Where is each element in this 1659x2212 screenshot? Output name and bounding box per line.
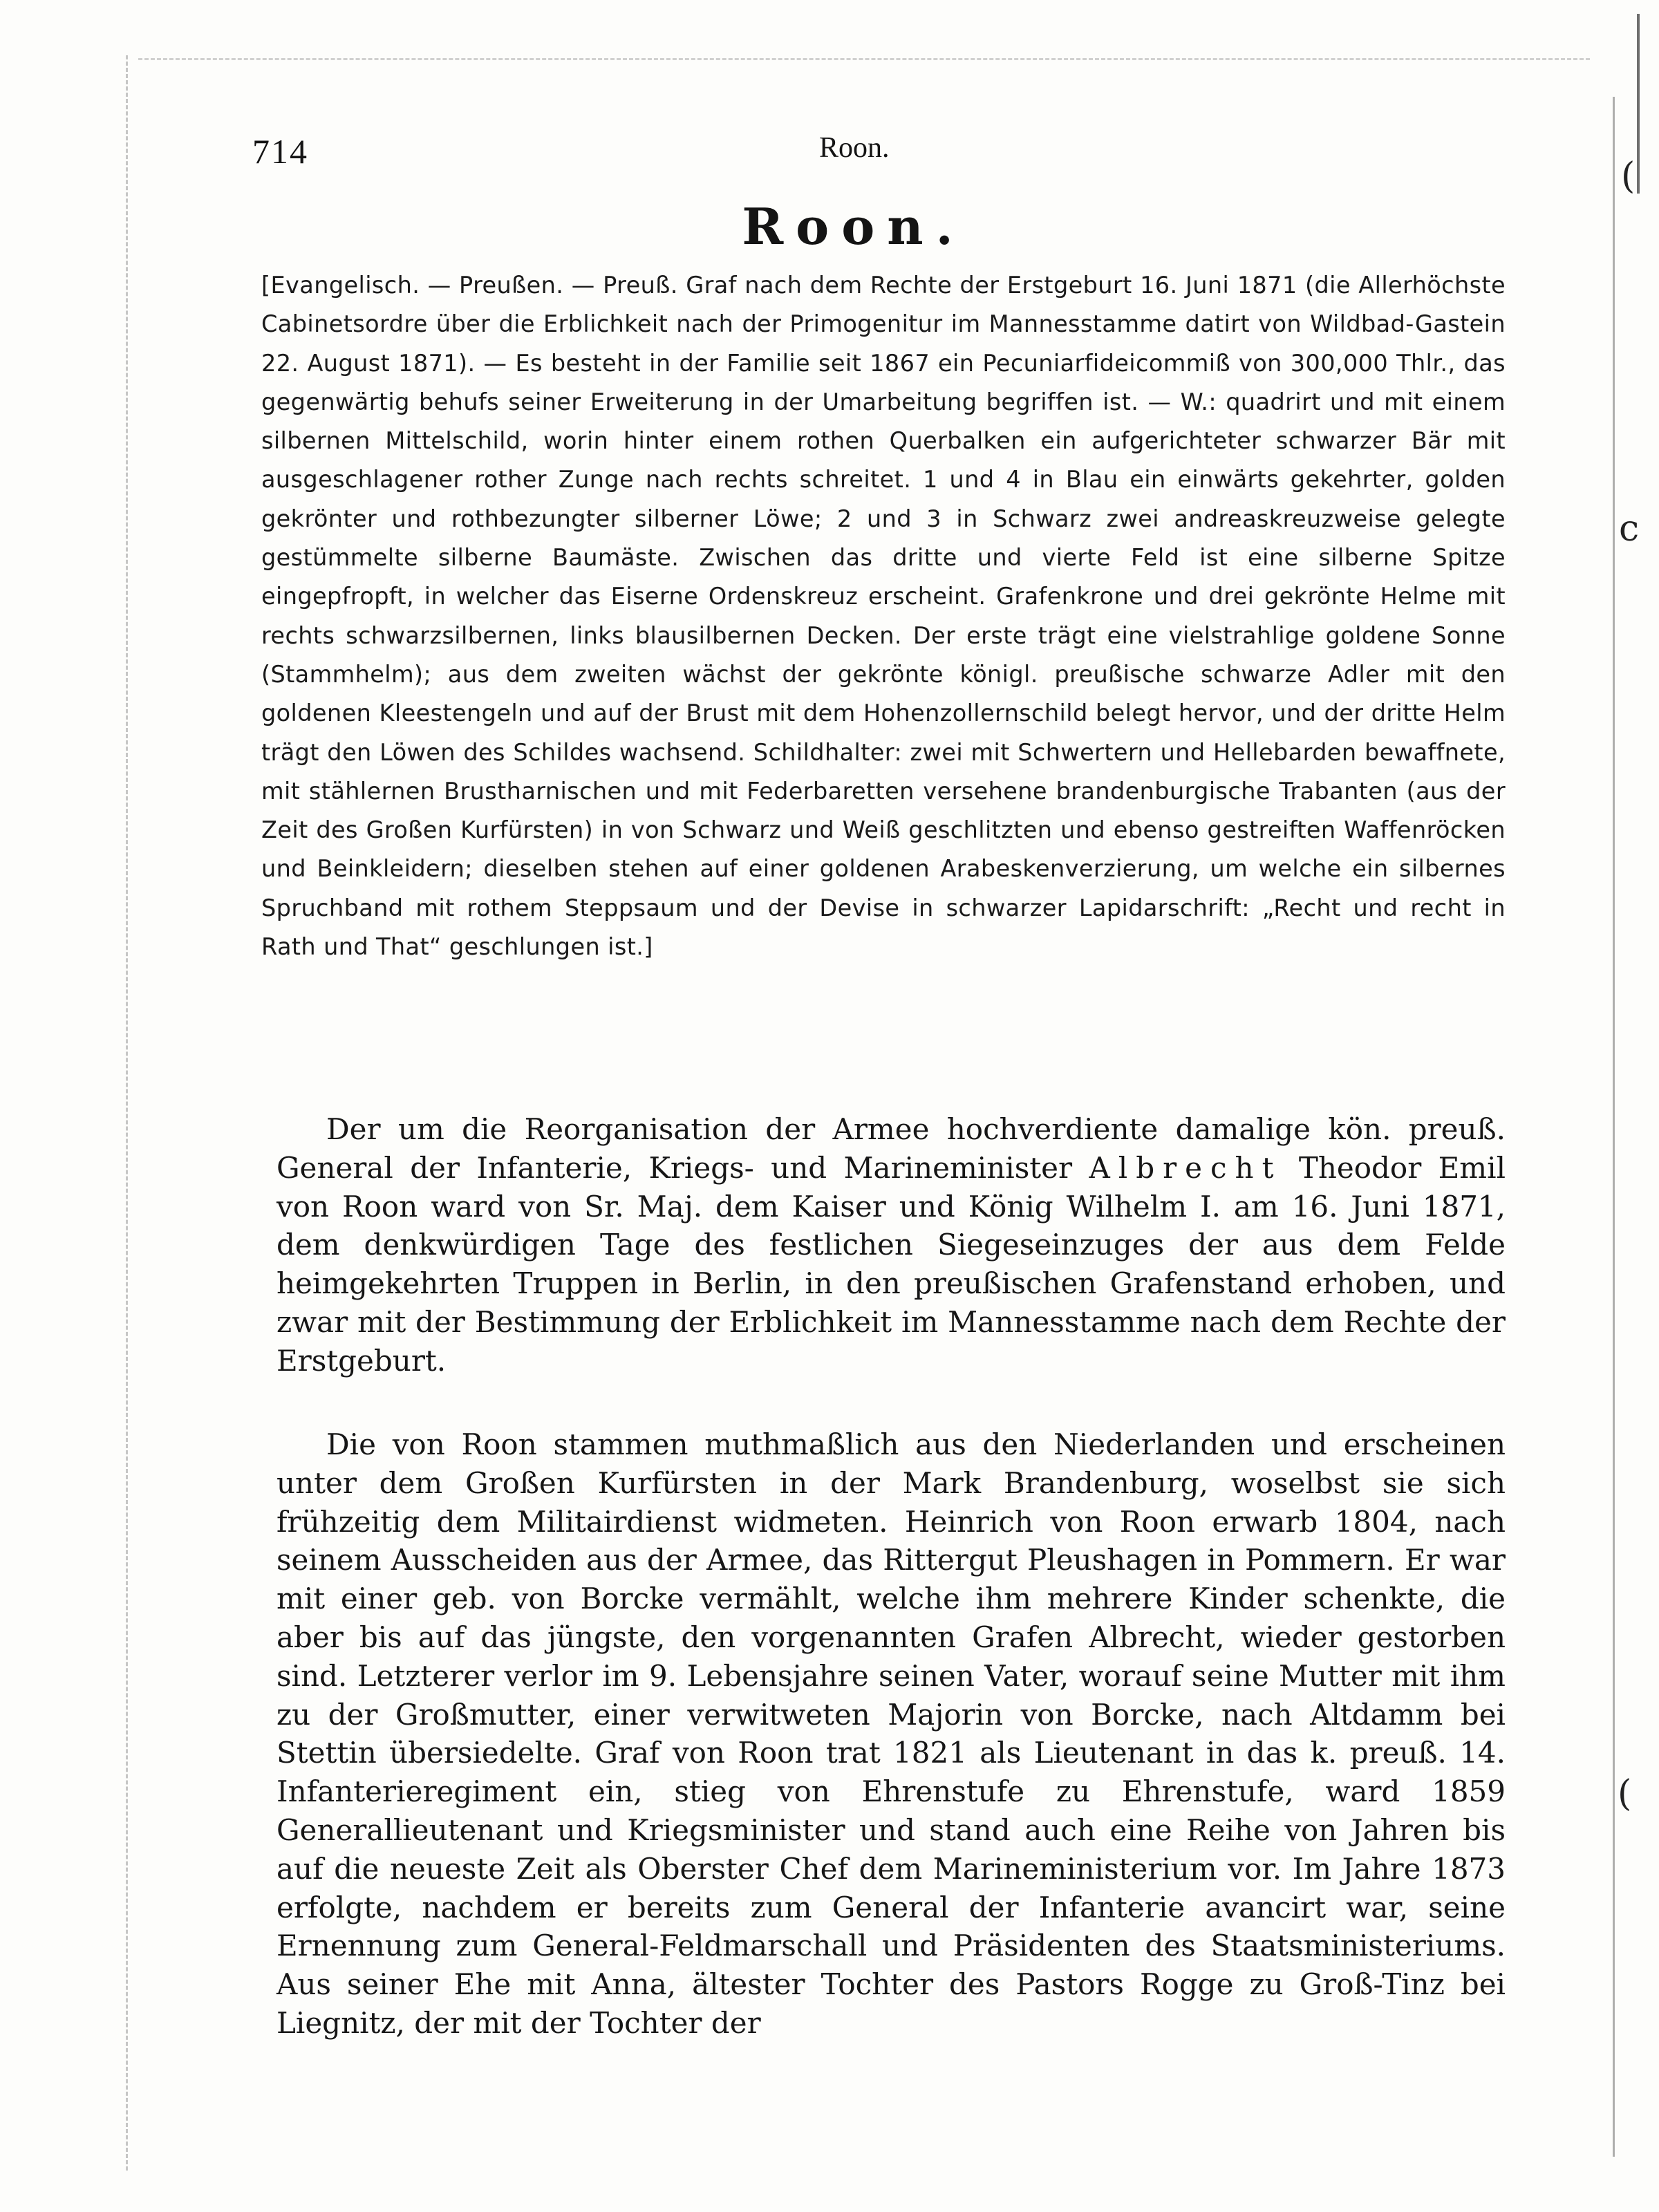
scan-top-edge	[138, 58, 1590, 60]
scan-left-edge	[126, 55, 128, 2171]
spaced-name: Albrecht	[1089, 1150, 1282, 1185]
page-number: 714	[252, 132, 308, 171]
scan-margin-mark: (	[1618, 1773, 1632, 1815]
scan-binding-edge	[1637, 14, 1640, 194]
scan-margin-mark: c	[1619, 508, 1640, 550]
scan-margin-mark: (	[1621, 156, 1635, 197]
entry-title: Roon.	[742, 197, 966, 256]
running-title: Roon.	[819, 132, 890, 164]
paragraph-1-before: Der um die Reorganisation der Armee hochverdiente damalige kön. preuß. General der Infanterie, Kriegs- und Marineminister	[276, 1112, 1506, 1185]
running-head	[252, 131, 1503, 173]
scan-right-edge	[1613, 97, 1615, 2157]
body-paragraph-1	[276, 1110, 1506, 1380]
paragraph-1-after: Theodor Emil von Roon ward von Sr. Maj. dem Kaiser und König Wilhelm I. am 16. Juni 1871, dem denkwürdigen Tage des festlichen Siegeseinzuges der aus dem Felde heimgekehrten Truppen in Berlin, in den preußischen Grafenstand erhoben, und zwar mit der Bestimmung der Erblichkeit im Mannesstamme nach dem Rechte der Erstgeburt.	[276, 1150, 1506, 1378]
body-paragraph-2: Die von Roon stammen muthmaßlich aus den Niederlanden und erscheinen unter dem Großen Kurfürsten in der Mark Brandenburg, woselbst sie sich frühzeitig dem Militairdienst widmeten. Heinrich von Roon erwarb 1804, nach seinem Ausscheiden aus der Armee, das Rittergut Pleushagen in Pommern. Er war mit einer geb. von Borcke vermählt, welche ihm mehrere Kinder schenkte, die aber bis auf das jüngste, den vorgenannten Grafen Albrecht, wieder gestorben sind. Letzterer verlor im 9. Lebensjahre seinen Vater, worauf seine Mutter mit ihm zu der Großmutter, einer verwitweten Majorin von Borcke, nach Altdamm bei Stettin übersiedelte. Graf von Roon trat 1821 als Lieutenant in das k. preuß. 14. Infanterieregiment ein, stieg von Ehrenstufe zu Ehrenstufe, ward 1859 Generallieutenant und Kriegsminister und stand auch eine Reihe von Jahren bis auf die neueste Zeit als Oberster Chef dem Marineministerium vor. Im Jahre 1873 erfolgte, nachdem er bereits zum General der Infanterie avancirt war, seine Ernennung zum General-Feldmarschall und Präsidenten des Staatsministeriums. Aus seiner Ehe mit Anna, ältester Tochter des Pastors Rogge zu Groß-Tinz bei Liegnitz, der mit der Tochter der	[276, 1427, 1506, 2040]
heraldry-note: [Evangelisch. — Preußen. — Preuß. Graf nach dem Rechte der Erstgeburt 16. Juni 1871 (die Allerhöchste Cabinetsordre über die Erblichkeit nach der Primogenitur im Mannesstamme datirt von Wildbad-Gastein 22. August 1871). — Es besteht in der Familie seit 1867 ein Pecuniarfideicommiß von 300,000 Thlr., das gegenwärtig behufs seiner Erweiterung in der Umarbeitung begriffen ist. — W.: quadrirt und mit einem silbernen Mittelschild, worin hinter einem rothen Querbalken ein aufgerichteter schwarzer Bär mit ausgeschlagener rother Zunge nach rechts schreitet. 1 und 4 in Blau ein einwärts gekehrter, golden gekrönter und rothbezungter silberner Löwe; 2 und 3 in Schwarz zwei andreaskreuzweise gelegte gestümmelte silberne Baumäste. Zwischen das dritte und vierte Feld ist eine silberne Spitze eingepfropft, in welcher das Eiserne Ordenskreuz erscheint. Grafenkrone und drei gekrönte Helme mit rechts schwarzsilbernen, links blausilbernen Decken. Der erste trägt eine vielstrahlige goldene Sonne (Stammhelm); aus dem zweiten wächst der gekrönte königl. preußische schwarze Adler mit den goldenen Kleestengeln und auf der Brust mit dem Hohenzollernschild belegt hervor, und der dritte Helm trägt den Löwen des Schildes wachsend. Schildhalter: zwei mit Schwertern und Hellebarden bewaffnete, mit stählernen Brustharnischen und mit Federbaretten versehene brandenburgische Trabanten (aus der Zeit des Großen Kurfürsten) in von Schwarz und Weiß geschlitzten und ebenso gestreiften Waffenröcken und Beinkleidern; dieselben stehen auf einer goldenen Arabeskenverzierung, um welche ein silbernes Spruchband mit rothem Steppsaum und der Devise in schwarzer Lapidarschrift: „Recht und recht in Rath und That“ geschlungen ist.]	[261, 272, 1506, 961]
